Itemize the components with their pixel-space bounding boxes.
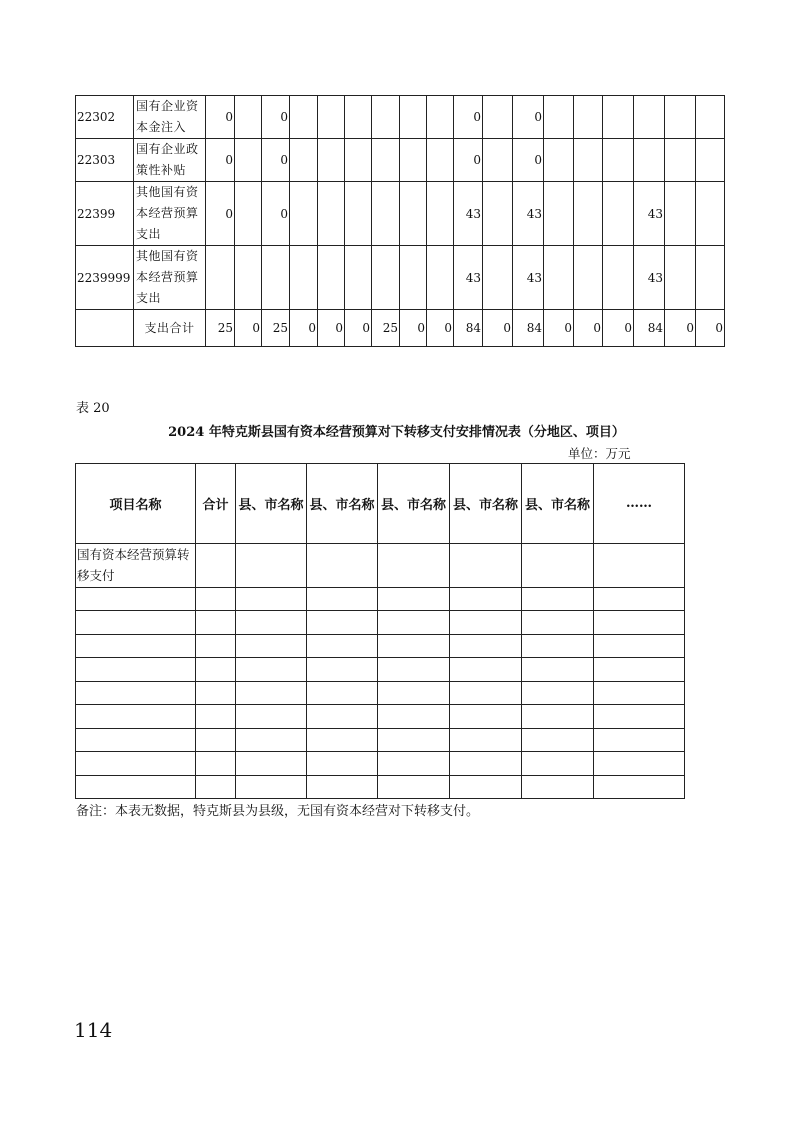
value-cell [345, 96, 372, 139]
table-row [76, 705, 685, 729]
value-cell: 0 [483, 310, 513, 347]
empty-cell [594, 776, 685, 799]
value-cell [483, 246, 513, 310]
empty-cell [196, 611, 236, 635]
empty-cell [522, 544, 594, 588]
value-cell [696, 96, 725, 139]
empty-cell [236, 752, 307, 776]
empty-cell [522, 729, 594, 752]
table-row [76, 776, 685, 799]
empty-cell [236, 588, 307, 611]
value-cell [574, 139, 603, 182]
empty-cell [196, 776, 236, 799]
empty-cell [594, 752, 685, 776]
empty-cell [378, 729, 450, 752]
row-name: 其他国有资本经营预算支出 [134, 182, 206, 246]
value-cell: 0 [603, 310, 634, 347]
value-cell [427, 139, 454, 182]
table-row [76, 682, 685, 705]
value-cell: 0 [318, 310, 345, 347]
column-header: 项目名称 [76, 464, 196, 544]
value-cell [400, 246, 427, 310]
empty-cell [196, 658, 236, 682]
column-header: 县、市名称 [522, 464, 594, 544]
value-cell: 84 [513, 310, 544, 347]
empty-cell [522, 611, 594, 635]
empty-cell [450, 752, 522, 776]
value-cell: 25 [206, 310, 235, 347]
empty-cell [378, 682, 450, 705]
value-cell [634, 139, 665, 182]
empty-cell [196, 635, 236, 658]
value-cell [544, 96, 574, 139]
value-cell: 25 [262, 310, 290, 347]
value-cell [290, 246, 318, 310]
value-cell [574, 182, 603, 246]
empty-cell [307, 544, 378, 588]
value-cell [372, 139, 400, 182]
unit-label: 单位：万元 [568, 446, 631, 461]
table-row [76, 544, 685, 588]
empty-cell [594, 658, 685, 682]
value-cell: 43 [513, 246, 544, 310]
value-cell [206, 246, 235, 310]
row-name: 国有资本经营预算转移支付 [76, 544, 196, 588]
column-header: 县、市名称 [450, 464, 522, 544]
value-cell [400, 139, 427, 182]
empty-cell [594, 682, 685, 705]
value-cell [574, 96, 603, 139]
row-code [76, 310, 134, 347]
row-code: 22399 [76, 182, 134, 246]
value-cell: 43 [634, 246, 665, 310]
empty-cell [76, 658, 196, 682]
value-cell [574, 246, 603, 310]
value-cell [427, 96, 454, 139]
empty-cell [307, 588, 378, 611]
empty-cell [378, 544, 450, 588]
empty-cell [307, 635, 378, 658]
value-cell [483, 139, 513, 182]
value-cell [345, 139, 372, 182]
empty-cell [378, 705, 450, 729]
empty-cell [522, 588, 594, 611]
value-cell [603, 96, 634, 139]
value-cell [544, 182, 574, 246]
transfer-payment-table [75, 463, 685, 799]
row-code: 2239999 [76, 246, 134, 310]
empty-cell [307, 682, 378, 705]
table-row [76, 635, 685, 658]
value-cell [427, 246, 454, 310]
empty-cell [450, 544, 522, 588]
value-cell [262, 246, 290, 310]
empty-cell [450, 588, 522, 611]
empty-cell [378, 658, 450, 682]
row-name: 国有企业政策性补贴 [134, 139, 206, 182]
row-name: 支出合计 [134, 310, 206, 347]
value-cell [483, 182, 513, 246]
value-cell [634, 96, 665, 139]
value-cell [427, 182, 454, 246]
empty-cell [196, 588, 236, 611]
value-cell [372, 182, 400, 246]
value-cell [318, 139, 345, 182]
value-cell [400, 182, 427, 246]
value-cell: 43 [513, 182, 544, 246]
value-cell [696, 246, 725, 310]
empty-cell [594, 635, 685, 658]
empty-cell [522, 682, 594, 705]
table-row [76, 139, 725, 182]
value-cell [603, 182, 634, 246]
empty-cell [196, 705, 236, 729]
value-cell: 0 [513, 96, 544, 139]
value-cell [665, 96, 696, 139]
empty-cell [236, 776, 307, 799]
value-cell [603, 139, 634, 182]
value-cell: 0 [513, 139, 544, 182]
value-cell: 0 [206, 182, 235, 246]
value-cell [483, 96, 513, 139]
value-cell [603, 246, 634, 310]
value-cell: 0 [235, 310, 262, 347]
value-cell: 0 [544, 310, 574, 347]
value-cell: 0 [400, 310, 427, 347]
value-cell: 0 [262, 139, 290, 182]
table-row [76, 246, 725, 310]
value-cell [665, 246, 696, 310]
column-header: 合计 [196, 464, 236, 544]
empty-cell [236, 635, 307, 658]
value-cell: 0 [345, 310, 372, 347]
value-cell [318, 246, 345, 310]
empty-cell [196, 752, 236, 776]
empty-cell [594, 611, 685, 635]
value-cell [290, 182, 318, 246]
empty-cell [522, 658, 594, 682]
value-cell [665, 182, 696, 246]
table-title: 2024 年特克斯县国有资本经营预算对下转移支付安排情况表（分地区、项目） [168, 425, 625, 440]
table-row [76, 658, 685, 682]
row-code: 22303 [76, 139, 134, 182]
value-cell: 43 [454, 182, 483, 246]
value-cell [400, 96, 427, 139]
empty-cell [236, 682, 307, 705]
column-header: 县、市名称 [236, 464, 307, 544]
empty-cell [196, 729, 236, 752]
value-cell [318, 96, 345, 139]
value-cell: 84 [634, 310, 665, 347]
empty-cell [236, 705, 307, 729]
value-cell [372, 96, 400, 139]
value-cell: 0 [206, 139, 235, 182]
empty-cell [76, 635, 196, 658]
empty-cell [450, 729, 522, 752]
empty-cell [76, 588, 196, 611]
value-cell [372, 246, 400, 310]
table-note: 备注：本表无数据，特克斯县为县级，无国有资本经营对下转移支付。 [76, 804, 480, 819]
expenditure-table-continuation [75, 95, 725, 347]
table-row [76, 96, 725, 139]
empty-cell [307, 752, 378, 776]
value-cell: 0 [574, 310, 603, 347]
value-cell [345, 182, 372, 246]
empty-cell [450, 611, 522, 635]
column-header: …… [594, 464, 685, 544]
value-cell [318, 182, 345, 246]
empty-cell [307, 729, 378, 752]
empty-cell [196, 682, 236, 705]
value-cell [665, 139, 696, 182]
table-row [76, 588, 685, 611]
value-cell: 0 [696, 310, 725, 347]
empty-cell [378, 635, 450, 658]
value-cell: 0 [262, 96, 290, 139]
row-code: 22302 [76, 96, 134, 139]
empty-cell [450, 635, 522, 658]
row-name: 其他国有资本经营预算支出 [134, 246, 206, 310]
column-header: 县、市名称 [307, 464, 378, 544]
value-cell [696, 139, 725, 182]
value-cell [345, 246, 372, 310]
value-cell: 25 [372, 310, 400, 347]
page-number: 114 [74, 1018, 113, 1042]
value-cell: 43 [634, 182, 665, 246]
empty-cell [522, 705, 594, 729]
table-row [76, 310, 725, 347]
empty-cell [236, 544, 307, 588]
empty-cell [522, 635, 594, 658]
empty-cell [378, 776, 450, 799]
empty-cell [307, 776, 378, 799]
value-cell: 0 [206, 96, 235, 139]
empty-cell [522, 752, 594, 776]
empty-cell [450, 705, 522, 729]
empty-cell [76, 682, 196, 705]
value-cell: 0 [262, 182, 290, 246]
value-cell [235, 96, 262, 139]
empty-cell [450, 776, 522, 799]
empty-cell [594, 729, 685, 752]
empty-cell [378, 752, 450, 776]
value-cell [290, 139, 318, 182]
value-cell [544, 246, 574, 310]
empty-cell [378, 611, 450, 635]
row-name: 国有企业资本金注入 [134, 96, 206, 139]
empty-cell [307, 611, 378, 635]
value-cell: 84 [454, 310, 483, 347]
value-cell [290, 96, 318, 139]
empty-cell [76, 752, 196, 776]
empty-cell [236, 729, 307, 752]
table-row [76, 611, 685, 635]
empty-cell [76, 776, 196, 799]
empty-cell [76, 611, 196, 635]
empty-cell [307, 705, 378, 729]
value-cell: 43 [454, 246, 483, 310]
empty-cell [236, 658, 307, 682]
empty-cell [594, 588, 685, 611]
empty-cell [594, 705, 685, 729]
value-cell [235, 246, 262, 310]
value-cell: 0 [665, 310, 696, 347]
value-cell: 0 [454, 139, 483, 182]
empty-cell [76, 729, 196, 752]
value-cell: 0 [427, 310, 454, 347]
value-cell: 0 [454, 96, 483, 139]
empty-cell [307, 658, 378, 682]
table-row [76, 729, 685, 752]
empty-cell [378, 588, 450, 611]
table-row [76, 752, 685, 776]
value-cell: 0 [290, 310, 318, 347]
empty-cell [594, 544, 685, 588]
value-cell [696, 182, 725, 246]
value-cell [235, 139, 262, 182]
empty-cell [76, 705, 196, 729]
column-header: 县、市名称 [378, 464, 450, 544]
empty-cell [450, 658, 522, 682]
table-label: 表 20 [76, 401, 110, 416]
empty-cell [196, 544, 236, 588]
value-cell [544, 139, 574, 182]
empty-cell [450, 682, 522, 705]
value-cell [235, 182, 262, 246]
table-row [76, 182, 725, 246]
empty-cell [522, 776, 594, 799]
empty-cell [236, 611, 307, 635]
